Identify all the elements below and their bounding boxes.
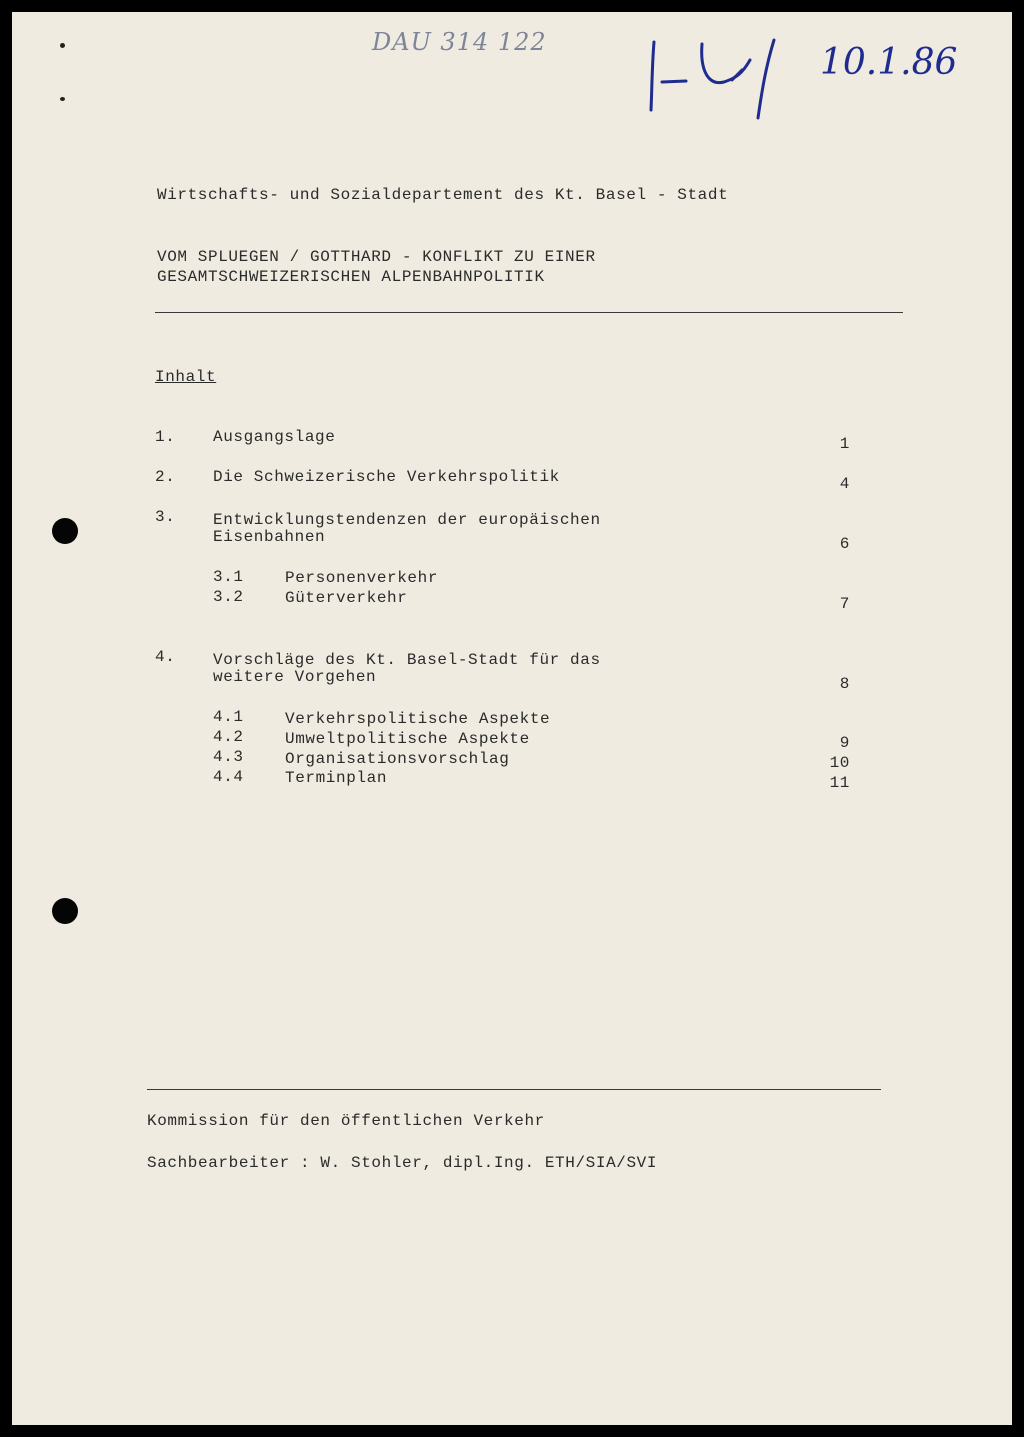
department-name: Wirtschafts- und Sozialdepartement des Kt. Basel - Stadt [157, 186, 729, 204]
toc-heading: Inhalt [155, 368, 217, 386]
toc-entry-label: Personenverkehr [285, 569, 439, 587]
footer-commission: Kommission für den öffentlichen Verkehr [147, 1112, 545, 1130]
toc-entry-label: Terminplan [285, 769, 388, 787]
toc-page-number: 4 [839, 475, 850, 493]
punch-hole-lower [52, 898, 78, 924]
toc-entry-label: Güterverkehr [285, 589, 408, 607]
toc-entry-label-continued: weitere Vorgehen [213, 668, 377, 686]
toc-number: 4.4 [213, 768, 244, 786]
toc-entry-label: Umweltpolitische Aspekte [285, 730, 530, 748]
document-page [12, 12, 1012, 1425]
toc-page-number: 11 [829, 774, 850, 792]
footer-divider [147, 1089, 881, 1090]
toc-number: 4.3 [213, 748, 244, 766]
toc-page-number: 7 [839, 595, 850, 613]
toc-entry-label: Verkehrspolitische Aspekte [285, 710, 551, 728]
toc-entry-label-continued: Eisenbahnen [213, 528, 326, 546]
toc-number: 3. [155, 508, 176, 526]
document-title-line1: VOM SPLUEGEN / GOTTHARD - KONFLIKT ZU EINER [157, 248, 596, 266]
toc-number: 2. [155, 468, 176, 486]
toc-page-number: 8 [839, 675, 850, 693]
archive-number-annotation: DAU 314 122 [372, 28, 547, 56]
speck-mark [60, 43, 65, 48]
date-annotation: 10.1.86 [820, 42, 958, 83]
header-divider [155, 312, 903, 313]
toc-number: 1. [155, 428, 176, 446]
toc-entry-label: Ausgangslage [213, 428, 336, 446]
toc-number: 3.2 [213, 588, 244, 606]
toc-page-number: 6 [839, 535, 850, 553]
toc-number: 4. [155, 648, 176, 666]
toc-number: 4.1 [213, 708, 244, 726]
toc-page-number: 9 [839, 734, 850, 752]
toc-entry-label: Entwicklungstendenzen der europäischen [213, 511, 601, 529]
toc-entry-label: Die Schweizerische Verkehrspolitik [213, 468, 560, 486]
toc-page-number: 1 [839, 435, 850, 453]
toc-entry-label: Vorschläge des Kt. Basel-Stadt für das [213, 651, 601, 669]
toc-number: 3.1 [213, 568, 244, 586]
toc-page-number: 10 [829, 754, 850, 772]
punch-hole-upper [52, 518, 78, 544]
toc-number: 4.2 [213, 728, 244, 746]
signature-icon [646, 26, 776, 126]
document-title-line2: GESAMTSCHWEIZERISCHEN ALPENBAHNPOLITIK [157, 268, 545, 286]
toc-entry-label: Organisationsvorschlag [285, 750, 510, 768]
speck-mark [60, 97, 65, 101]
footer-clerk: Sachbearbeiter : W. Stohler, dipl.Ing. ETH/SIA/SVI [147, 1154, 658, 1172]
